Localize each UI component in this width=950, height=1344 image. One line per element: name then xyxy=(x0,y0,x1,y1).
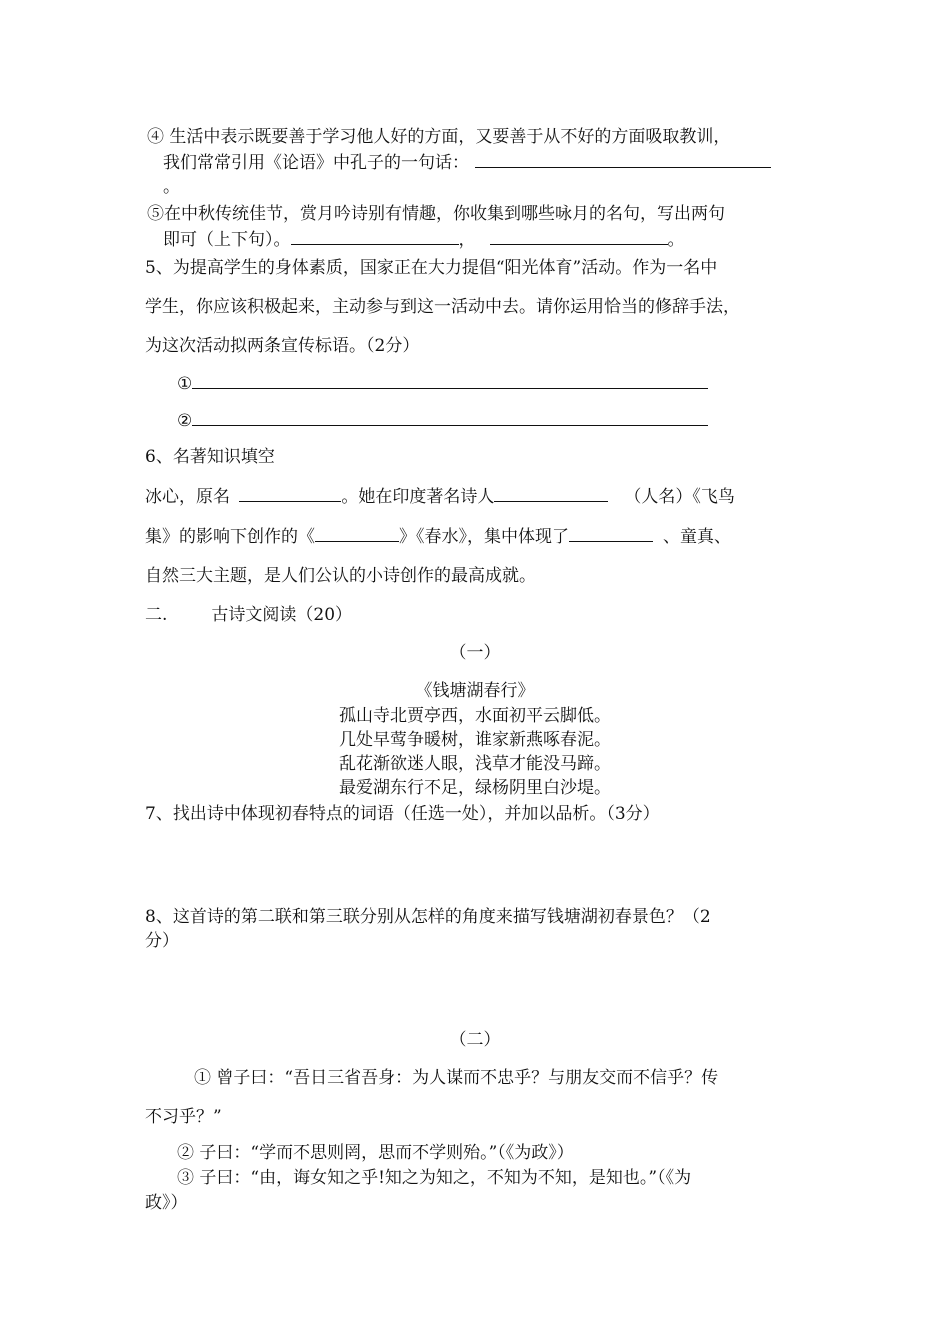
q8-line1: 8、这首诗的第二联和第三联分别从怎样的角度来描写钱塘湖初春景色？（2 xyxy=(145,907,711,927)
q6-line2-a: 集》的影响下创作的《 xyxy=(145,527,315,547)
q6-line2-b: 》《春水》，集中体现了 xyxy=(399,527,569,547)
answer-blank-book[interactable] xyxy=(315,525,399,542)
answer-blank-slogan-1[interactable] xyxy=(192,372,708,389)
poem-part-label: （一） xyxy=(449,643,501,663)
poem-title: 《钱塘湖春行》 xyxy=(415,681,535,701)
analects-s3-line2: 政》） xyxy=(145,1193,188,1213)
analects-s2: ② 子曰：“学而不思则罔，思而不学则殆。”（《为政》） xyxy=(177,1143,574,1163)
answer-blank-item5-b[interactable] xyxy=(490,228,668,245)
q5-line3: 为这次活动拟两条宣传标语。（2分） xyxy=(145,336,420,356)
answer-blank-item5-a[interactable] xyxy=(291,228,459,245)
q6-line1-b: 。她在印度著名诗人 xyxy=(341,487,495,507)
q5-slogan-2 xyxy=(177,409,708,432)
slogan-1-mark: ① xyxy=(177,374,193,394)
q4-item4-line3: 。 xyxy=(163,177,180,197)
q4-item5-separator: ， xyxy=(458,230,476,250)
q4-item5-line1: ⑤在中秋传统佳节，赏月吟诗别有情趣，你收集到哪些咏月的名句，写出两句 xyxy=(147,204,725,224)
q4-item4-line2 xyxy=(163,151,771,174)
answer-blank-original-name[interactable] xyxy=(239,485,341,502)
q6-title: 6、名著知识填空 xyxy=(145,447,275,467)
q6-line3: 自然三大主题，是人们公认的小诗创作的最高成就。 xyxy=(145,566,536,586)
analects-s1-line2: 不习乎？” xyxy=(145,1107,222,1127)
q7-text: 7、找出诗中体现初春特点的词语（任选一处），并加以品析。（3分） xyxy=(145,804,660,824)
q5-line2: 学生，你应该积极起来，主动参与到这一活动中去。请你运用恰当的修辞手法， xyxy=(145,297,740,317)
analects-part-label: （二） xyxy=(449,1030,501,1050)
section2-heading xyxy=(145,604,352,626)
poem-line: 几处早莺争暖树，谁家新燕啄春泥。 xyxy=(339,730,611,750)
analects-s1-line1: ① 曾子曰：“吾日三省吾身：为人谋而不忠乎？与朋友交而不信乎？传 xyxy=(194,1068,719,1088)
q4-item5-end: 。 xyxy=(667,230,685,250)
q4-item4-line1: ④ 生活中表示既要善于学习他人好的方面，又要善于从不好的方面吸取教训， xyxy=(147,127,731,147)
q5-slogan-1 xyxy=(177,372,708,395)
q8-line2: 分） xyxy=(145,931,179,951)
section2-number: 二. xyxy=(145,605,168,625)
answer-blank-item4[interactable] xyxy=(475,151,771,168)
answer-blank-slogan-2[interactable] xyxy=(192,409,708,426)
q5-line1: 5、为提高学生的身体素质，国家正在大力提倡“阳光体育”活动。作为一名中 xyxy=(145,258,718,278)
q6-line1-a: 冰心，原名 xyxy=(145,487,236,507)
poem-line: 最爱湖东行不足，绿杨阴里白沙堤。 xyxy=(339,778,611,798)
q4-item4-prompt: 我们常常引用《论语》中孔子的一句话： xyxy=(163,153,469,173)
analects-s3-line1: ③ 子曰：“由，诲女知之乎!知之为知之，不知为不知，是知也。”（《为 xyxy=(177,1168,692,1188)
q4-item5-line2 xyxy=(163,228,685,251)
section2-title: 古诗文阅读（20） xyxy=(211,605,353,625)
q6-line1-c: （人名）《飞鸟 xyxy=(624,487,735,507)
poem-line: 乱花渐欲迷人眼，浅草才能没马蹄。 xyxy=(339,754,611,774)
q6-line1 xyxy=(145,485,735,508)
poem-line: 孤山寺北贾亭西，水面初平云脚低。 xyxy=(339,706,611,726)
slogan-2-mark: ② xyxy=(177,411,193,431)
q4-item5-prompt: 即可（上下句）。 xyxy=(163,230,291,250)
answer-blank-poet[interactable] xyxy=(494,485,608,502)
answer-blank-theme[interactable] xyxy=(569,525,653,542)
q6-line2-c: 、童真、 xyxy=(663,527,731,547)
q6-line2 xyxy=(145,525,731,548)
